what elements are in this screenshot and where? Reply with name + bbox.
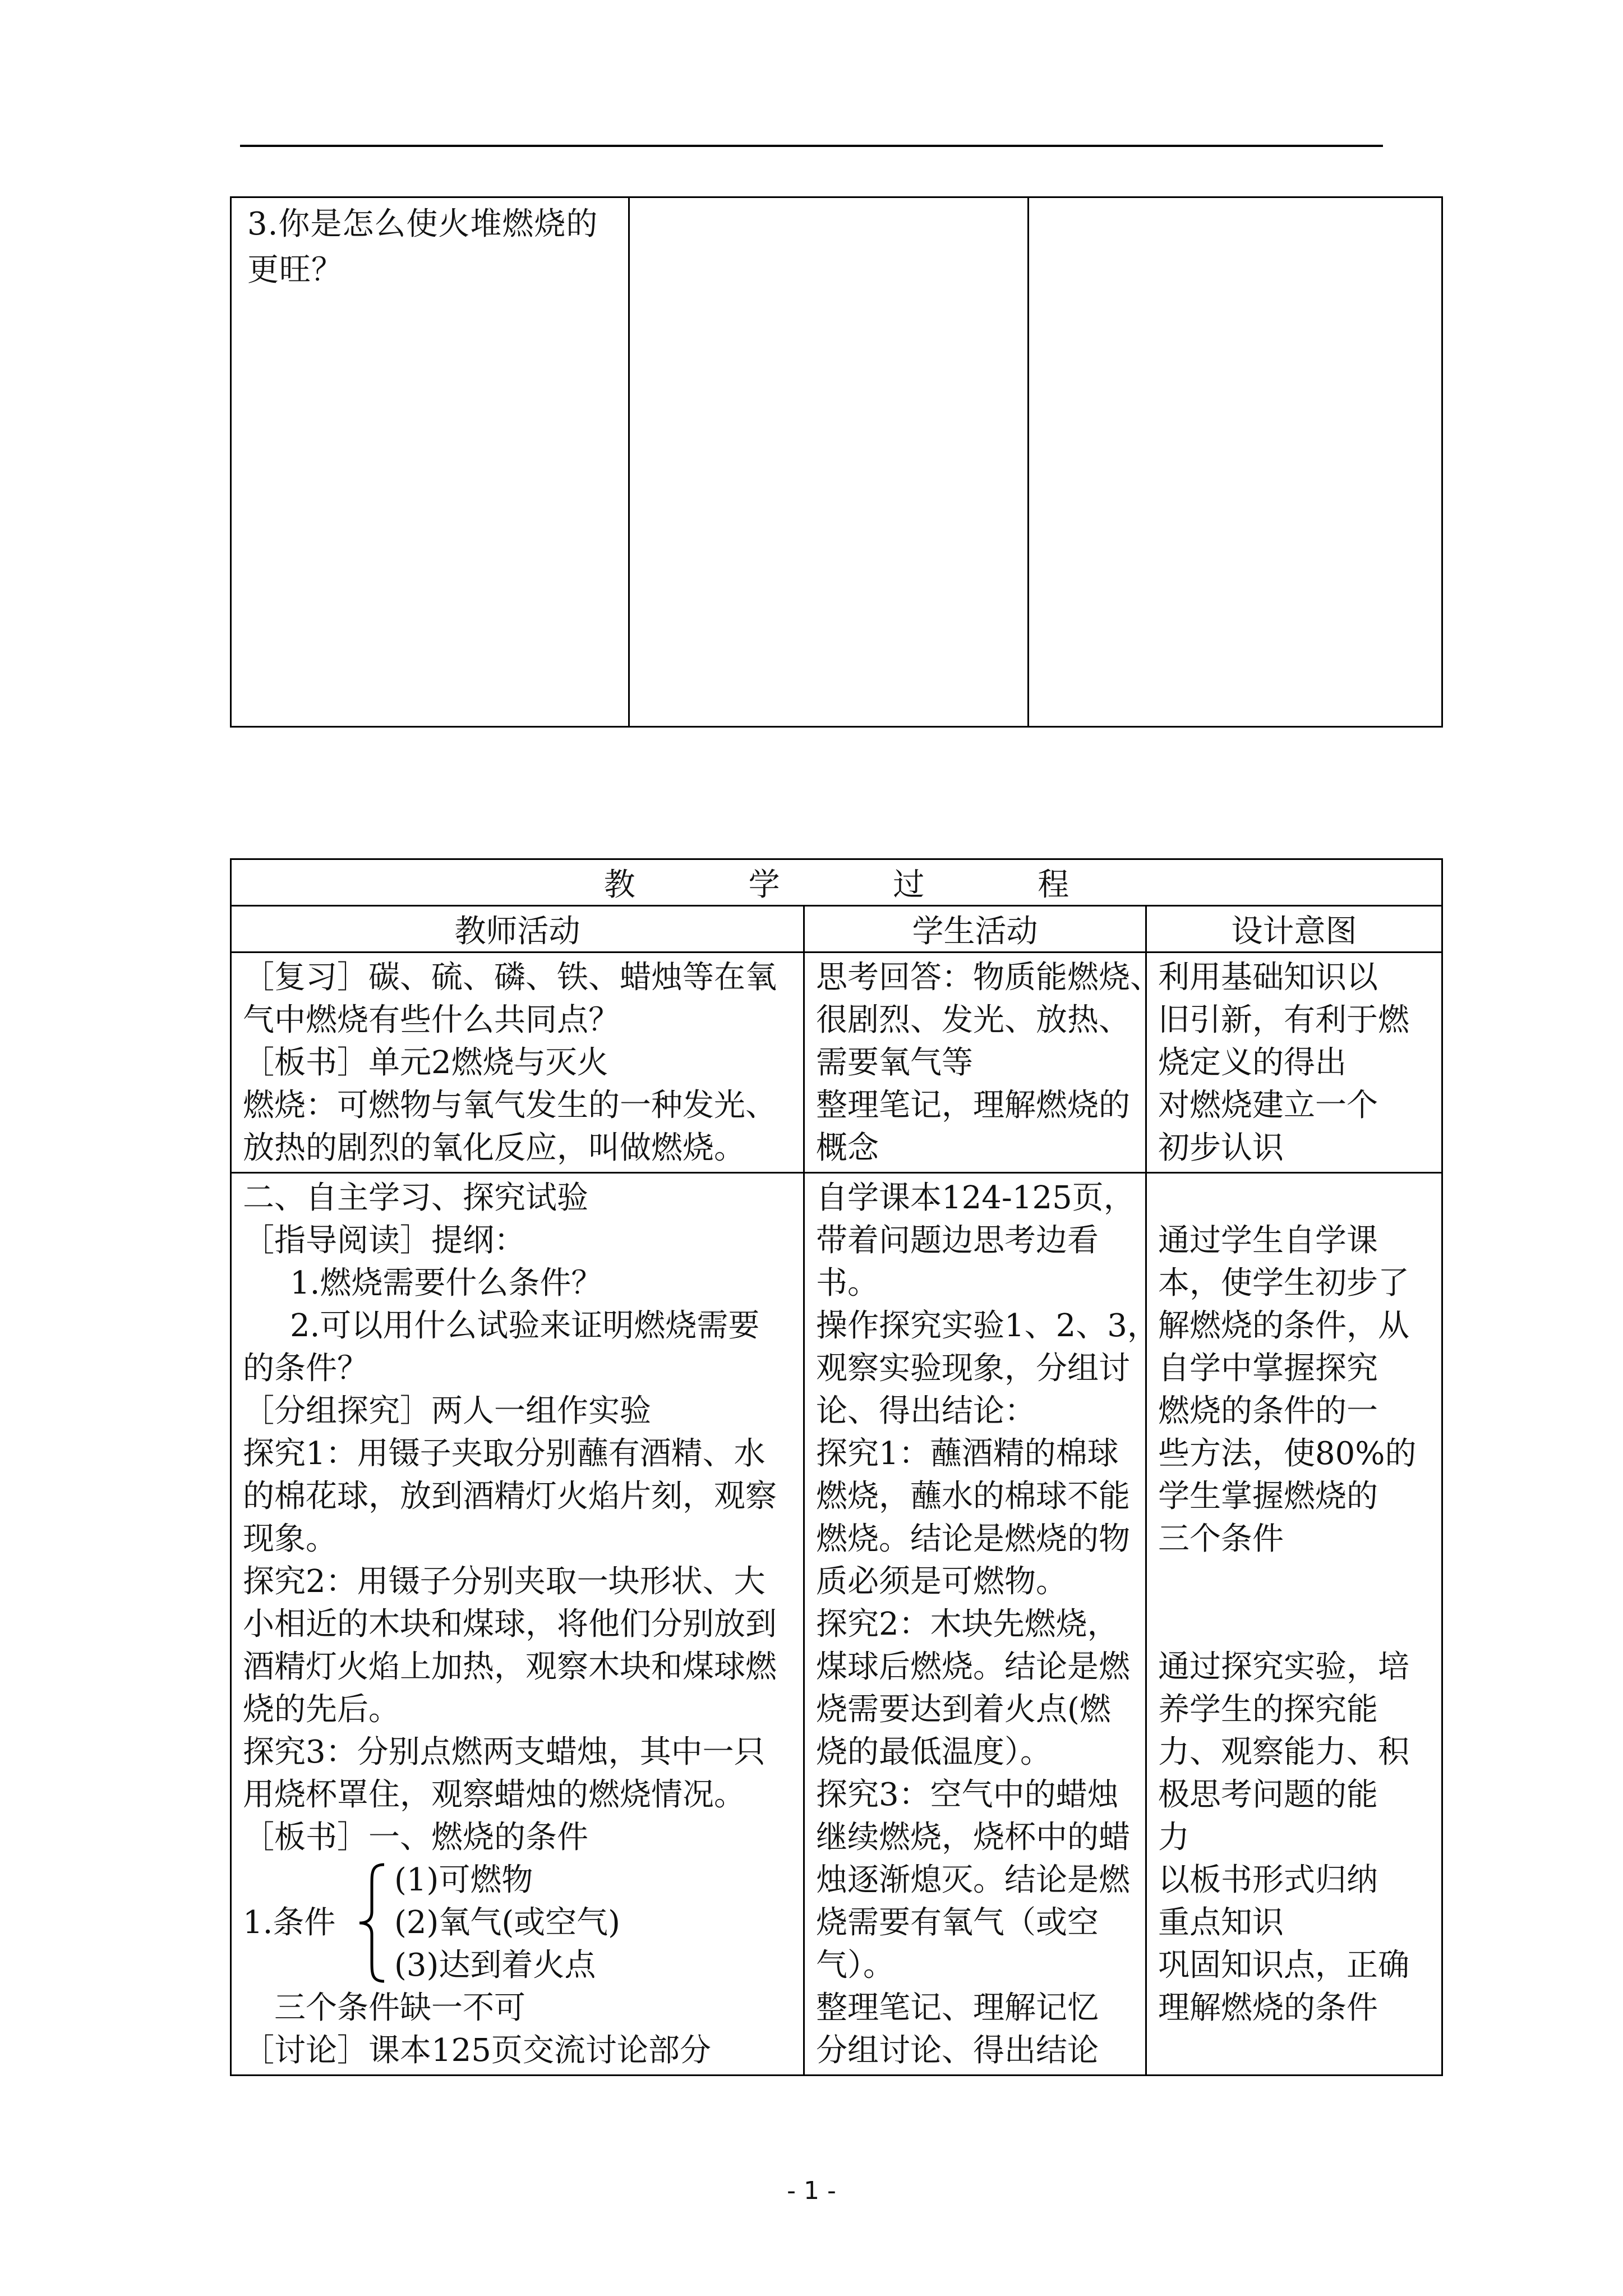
text-line: 整理笔记，理解燃烧的: [816, 1087, 1130, 1124]
text-line: ［板书］单元2燃烧与灭火: [243, 1045, 608, 1081]
text-line: 探究3：空气中的蜡烛: [816, 1777, 1119, 1813]
text-line: 三个条件: [1158, 1521, 1284, 1557]
text-line: 二、自主学习、探究试验: [243, 1180, 588, 1216]
text-line: 解燃烧的条件，从: [1158, 1308, 1409, 1344]
text-line: 带着问题边思考边看: [816, 1222, 1099, 1259]
text-line: ［指导阅读］提纲：: [243, 1222, 525, 1259]
text-line: 燃烧的条件的一: [1158, 1393, 1378, 1429]
header-student: 学生活动: [804, 906, 1146, 953]
teacher-activity-cell: [231, 1173, 804, 2076]
empty-cell: [629, 197, 1029, 727]
text-line: 烧的最低温度）。: [816, 1734, 1052, 1770]
text-line: 初步认识: [1158, 1130, 1284, 1166]
table-row: [231, 953, 1442, 1173]
condition-item: (2)氧气(或空气): [394, 1904, 621, 1941]
condition-item: (1)可燃物: [394, 1862, 533, 1898]
header-teacher: 教师活动: [231, 906, 804, 953]
text-line: 通过学生自学课: [1158, 1222, 1378, 1259]
teacher-activity-cell: [231, 953, 804, 1173]
text-line: 论、得出结论：: [816, 1393, 1036, 1429]
table-title: 教 学 过 程: [603, 867, 1121, 903]
text-line: [1158, 1603, 1437, 1646]
text-line: 巩固知识点，正确: [1158, 1947, 1409, 1984]
table-row: [231, 1173, 1442, 2076]
header-design: 设计意图: [1146, 906, 1442, 953]
text-line: 养学生的探究能: [1158, 1691, 1378, 1728]
text-line: 2.可以用什么试验来证明燃烧需要: [290, 1308, 760, 1344]
teaching-process-table: [230, 858, 1443, 2076]
question-cell: [231, 197, 629, 727]
text-line: 探究1：用镊子夹取分别蘸有酒精、水: [243, 1435, 766, 1472]
text-line: 探究1：蘸酒精的棉球: [816, 1435, 1119, 1472]
empty-cell: [1029, 197, 1442, 727]
text-line: 重点知识: [1158, 1904, 1284, 1941]
text-line: 本，使学生初步了: [1158, 1265, 1409, 1301]
text-line: 燃烧。结论是燃烧的物: [816, 1521, 1130, 1557]
conditions-label: 1.条件: [243, 1904, 336, 1941]
text-line: 书。: [816, 1265, 879, 1301]
text-line: 的条件？: [243, 1350, 368, 1387]
text-line: 小相近的木块和煤球，将他们分别放到: [243, 1606, 777, 1642]
text-line: 气）。: [816, 1947, 895, 1984]
text-line: 的棉花球，放到酒精灯火焰片刻，观察: [243, 1478, 777, 1515]
text-line: 学生掌握燃烧的: [1158, 1478, 1378, 1515]
question-text: 3.你是怎么使火堆燃烧的更旺？: [247, 206, 598, 288]
text-line: 探究2：用镊子分别夹取一块形状、大: [243, 1563, 766, 1600]
text-line: 燃烧：可燃物与氧气发生的一种发光、: [243, 1087, 777, 1124]
text-line: [1158, 1177, 1437, 1220]
text-line: 燃烧，蘸水的棉球不能: [816, 1478, 1130, 1515]
text-line: ［分组探究］两人一组作实验: [243, 1393, 651, 1429]
text-line: 概念: [816, 1130, 879, 1166]
text-line: 气中燃烧有些什么共同点？: [243, 1002, 620, 1038]
text-line: 烧需要达到着火点(燃: [816, 1691, 1111, 1728]
text-line: 烧的先后。: [243, 1691, 400, 1728]
condition-item: (3)达到着火点: [394, 1947, 596, 1984]
text-line: 探究3：分别点燃两支蜡烛，其中一只: [243, 1734, 766, 1770]
text-line: 思考回答：物质能燃烧、: [816, 959, 1161, 996]
text-line: 继续燃烧，烧杯中的蜡: [816, 1819, 1130, 1856]
student-activity-cell: [804, 1173, 1159, 2076]
header-rule: [240, 145, 1383, 147]
text-line: 自学课本124-125页，: [816, 1180, 1135, 1216]
left-brace-icon: [355, 1862, 389, 1984]
text-line: 烛逐渐熄灭。结论是燃: [816, 1862, 1130, 1898]
text-line: 通过探究实验，培: [1158, 1649, 1409, 1685]
text-line: 现象。: [243, 1521, 337, 1557]
text-line: ［板书］一、燃烧的条件: [243, 1819, 588, 1856]
text-line: 自学中掌握探究: [1158, 1350, 1378, 1387]
text-line: 煤球后燃烧。结论是燃: [816, 1649, 1130, 1685]
student-activity-cell: [804, 953, 1161, 1173]
text-line: 三个条件缺一不可: [274, 1990, 525, 2026]
text-line: 以板书形式归纳: [1158, 1862, 1378, 1898]
question-table: [230, 196, 1443, 728]
text-line: 理解燃烧的条件: [1158, 1990, 1378, 2026]
text-line: 分组讨论、得出结论: [816, 2032, 1099, 2069]
text-line: [1158, 1561, 1437, 1603]
text-line: 观察实验现象，分组讨: [816, 1350, 1130, 1387]
text-line: 很剧烈、发光、放热、: [816, 1002, 1130, 1038]
text-line: 操作探究实验1、2、3，: [816, 1308, 1159, 1344]
text-line: 力、观察能力、积: [1158, 1734, 1409, 1770]
text-line: ［讨论］课本125页交流讨论部分: [243, 2032, 711, 2069]
text-line: 烧定义的得出: [1158, 1045, 1347, 1081]
text-line: 整理笔记、理解记忆: [816, 1990, 1099, 2026]
text-line: 些方法，使80%的: [1158, 1435, 1417, 1472]
text-line: 旧引新，有利于燃: [1158, 1002, 1409, 1038]
text-line: 放热的剧烈的氧化反应，叫做燃烧。: [243, 1130, 745, 1166]
text-line: 酒精灯火焰上加热，观察木块和煤球燃: [243, 1649, 777, 1685]
text-line: 力: [1158, 1819, 1189, 1856]
text-line: 质必须是可燃物。: [816, 1563, 1067, 1600]
text-line: 探究2：木块先燃烧，: [816, 1606, 1119, 1642]
text-line: ［复习］碳、硫、磷、铁、蜡烛等在氧: [243, 959, 777, 996]
text-line: 烧需要有氧气（或空: [816, 1904, 1099, 1941]
page-number: - 1 -: [787, 2177, 836, 2205]
text-line: 1.燃烧需要什么条件？: [290, 1265, 603, 1301]
text-line: 用烧杯罩住，观察蜡烛的燃烧情况。: [243, 1777, 745, 1813]
conditions-diagram: [243, 1859, 799, 1987]
text-line: 极思考问题的能: [1158, 1777, 1378, 1813]
table-title-cell: [231, 859, 1442, 906]
text-line: 对燃烧建立一个: [1158, 1087, 1378, 1124]
design-intent-cell: [1146, 1173, 1442, 2076]
text-line: 需要氧气等: [816, 1045, 973, 1081]
text-line: 利用基础知识以: [1158, 959, 1378, 996]
design-intent-cell: [1146, 953, 1442, 1173]
